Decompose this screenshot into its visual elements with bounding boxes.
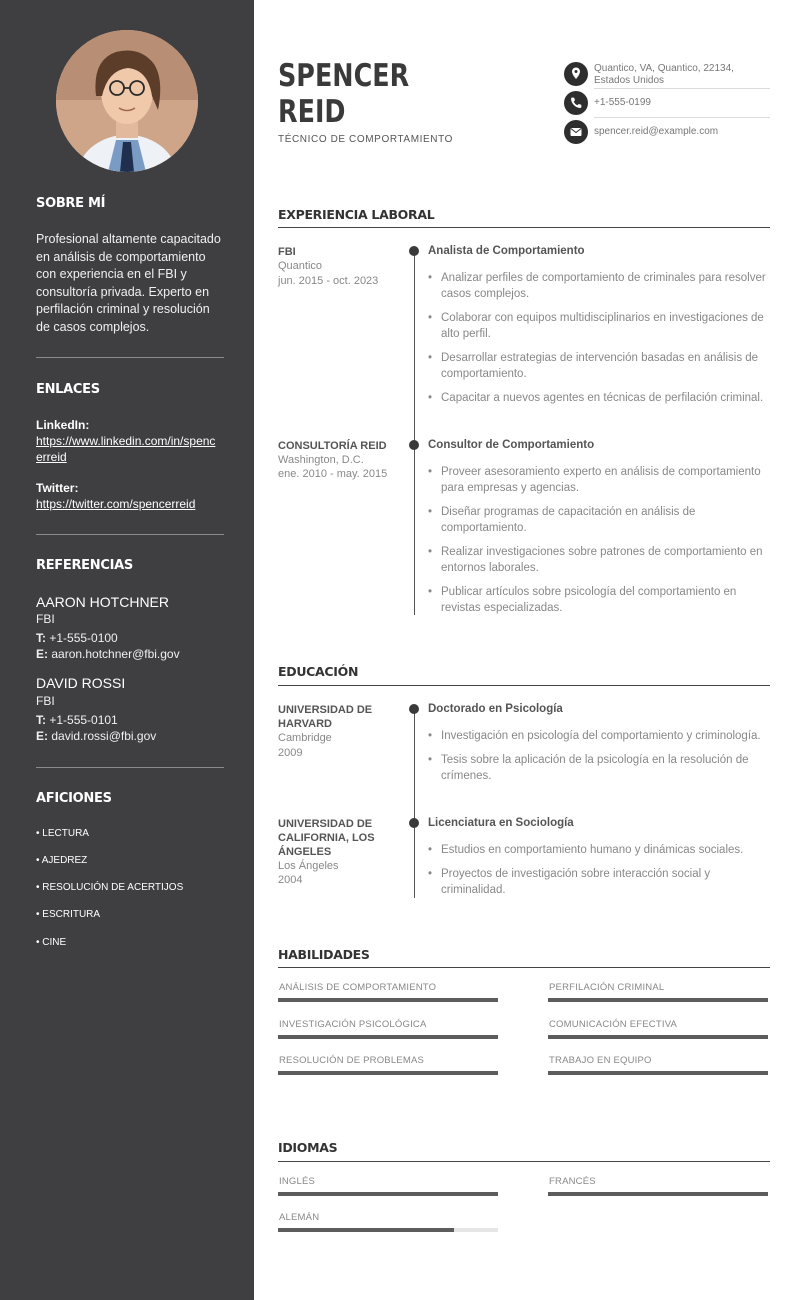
skill-bar [278,1071,498,1075]
reference-email [36,647,180,661]
language-item [278,1176,498,1187]
phone-prefix: T: [36,631,46,645]
profile-photo [56,30,198,172]
skill-bar-fill [278,1035,498,1039]
timeline-line [414,709,415,898]
skill-label: INVESTIGACIÓN PSICOLÓGICA [279,1019,427,1030]
phone-prefix: T: [36,713,46,727]
references-heading: REFERENCIAS [36,558,133,573]
linkedin-link[interactable]: https://www.linkedin.com/in/spencerreid [36,434,216,464]
address-text: Quantico, VA, Quantico, 22134, Estados Unidos [594,63,734,86]
bullet-item: • Colaborar con equipos multidisciplinarios en investigaciones de alto perfil. [428,310,770,342]
reference-org: FBI [36,694,55,708]
envelope-icon [564,120,588,144]
reference-name: AARON HOTCHNER [36,594,170,610]
language-item [548,1176,768,1187]
section-rule [278,227,770,228]
languages-heading: IDIOMAS [278,1140,338,1155]
divider [36,767,224,768]
timeline-dot [409,440,419,450]
divider [36,534,224,535]
language-bar-fill [278,1228,454,1232]
skill-item [548,982,768,993]
hobby-item: • ESCRITURA [36,909,101,920]
language-label: FRANCÉS [549,1176,596,1187]
skill-bar [278,998,498,1002]
employer: CONSULTORÍA REID [278,440,387,452]
timeline-line [414,251,415,615]
skill-label: COMUNICACIÓN EFECTIVA [549,1019,678,1030]
linkedin-label: LinkedIn: [36,418,90,432]
skill-label: ANÁLISIS DE COMPORTAMIENTO [279,982,437,993]
phone-text: +1-555-0199 [594,97,651,108]
divider [36,357,224,358]
section-rule [278,1161,770,1162]
section-rule [278,685,770,686]
skill-bar [548,998,768,1002]
last-name: REID [278,94,346,130]
reference-phone [36,713,118,727]
portrait-image [56,30,198,172]
experience-heading: EXPERIENCIA LABORAL [278,207,435,222]
bullet-item: • Estudios en comportamiento humano y dinámicas sociales. [428,842,770,858]
skill-item [278,1019,498,1030]
skills-heading: HABILIDADES [278,947,370,962]
graduation-year: 2009 [278,747,303,759]
reference-phone-value: +1-555-0101 [49,713,118,727]
bullet-item: • Desarrollar estrategias de intervención basadas en análisis de comportamiento. [428,350,770,382]
bullet-item: • Proveer asesoramiento experto en análisis de comportamiento para empresas y agencias. [428,464,770,496]
degree: Doctorado en Psicología [428,703,563,715]
skill-bar-fill [548,1035,768,1039]
skill-item [278,1055,498,1066]
phone-icon [564,91,588,115]
reference-email-value: aaron.hotchner@fbi.gov [51,647,180,661]
bullet-item: • Analizar perfiles de comportamiento de criminales para resolver casos complejos. [428,270,770,302]
skill-label: RESOLUCIÓN DE PROBLEMAS [279,1055,425,1066]
graduation-year: 2004 [278,874,303,886]
employer-location: Washington, D.C. [278,454,364,466]
reference-org: FBI [36,612,55,626]
full-name [278,58,409,130]
reference-email [36,729,156,743]
employment-dates: ene. 2010 - may. 2015 [278,468,388,480]
employer: FBI [278,246,296,258]
language-label: ALEMÁN [279,1212,320,1223]
skill-item [278,982,498,993]
divider [594,117,770,118]
language-item [278,1212,498,1223]
skill-item [548,1055,768,1066]
section-rule [278,967,770,968]
hobby-item: • RESOLUCIÓN DE ACERTIJOS [36,882,184,893]
skill-label: PERFILACIÓN CRIMINAL [549,982,665,993]
skill-bar-fill [278,1071,498,1075]
hobbies-heading: AFICIONES [36,791,112,806]
first-name: SPENCER [278,58,410,94]
employer-location: Quantico [278,260,323,272]
skill-bar-fill [548,998,768,1002]
bullet-item: • Realizar investigaciones sobre patrones de comportamiento en entornos laborales. [428,544,770,576]
school-location: Cambridge [278,732,332,744]
job-role: Consultor de Comportamiento [428,439,595,451]
language-bar [278,1192,498,1196]
education-heading: EDUCACIÓN [278,664,359,679]
twitter-label: Twitter: [36,481,79,495]
skill-bar-fill [278,998,498,1002]
sidebar [0,0,254,1300]
links-heading: ENLACES [36,382,100,397]
skill-bar [548,1071,768,1075]
bullet-item: • Diseñar programas de capacitación en análisis de comportamiento. [428,504,770,536]
hobby-item: • LECTURA [36,828,89,839]
timeline-dot [409,704,419,714]
timeline-dot [409,246,419,256]
skill-bar-fill [548,1071,768,1075]
reference-name: DAVID ROSSI [36,675,126,691]
location-pin-icon [564,62,588,86]
bullet-item: • Capacitar a nuevos agentes en técnicas de perfilación criminal. [428,390,770,406]
bullet-item: • Publicar artículos sobre psicología del comportamiento en revistas especializadas. [428,584,770,616]
timeline-dot [409,818,419,828]
email-text[interactable]: spencer.reid@example.com [594,126,719,137]
language-label: INGLÉS [279,1176,316,1187]
bullet-item: • Proyectos de investigación sobre interacción social y criminalidad. [428,866,770,898]
reference-phone [36,631,118,645]
school-location: Los Ángeles [278,860,339,872]
skill-label: TRABAJO EN EQUIPO [549,1055,652,1066]
skill-item [548,1019,768,1030]
divider [594,88,770,89]
language-bar-fill [278,1192,498,1196]
job-role: Analista de Comportamiento [428,245,585,257]
language-bar-fill [548,1192,768,1196]
job-title: TÉCNICO DE COMPORTAMIENTO [278,134,454,145]
bullet-item: • Investigación en psicología del comportamiento y criminología. [428,728,770,744]
hobby-item: • CINE [36,937,67,948]
about-heading: SOBRE MÍ [36,196,106,211]
reference-phone-value: +1-555-0100 [49,631,118,645]
reference-email-value: david.rossi@fbi.gov [51,729,157,743]
about-text: Profesional altamente capacitado en análisis de comportamiento con experiencia en el FBI y consultoría privada. Experto en perfilación criminal y resolución de casos complejos. [36,232,221,334]
employment-dates: jun. 2015 - oct. 2023 [278,275,379,287]
language-bar [548,1192,768,1196]
hobby-item: • AJEDREZ [36,855,88,866]
email-prefix: E: [36,729,48,743]
degree: Licenciatura en Sociología [428,817,574,829]
twitter-link[interactable]: https://twitter.com/spencerreid [36,497,196,511]
skill-bar [278,1035,498,1039]
school: UNIVERSIDAD DE CALIFORNIA, LOS ÁNGELES [278,818,375,858]
bullet-item: • Tesis sobre la aplicación de la psicología en la resolución de crímenes. [428,752,770,784]
skill-bar [548,1035,768,1039]
school: UNIVERSIDAD DE HARVARD [278,704,373,730]
language-bar [278,1228,498,1232]
email-prefix: E: [36,647,48,661]
